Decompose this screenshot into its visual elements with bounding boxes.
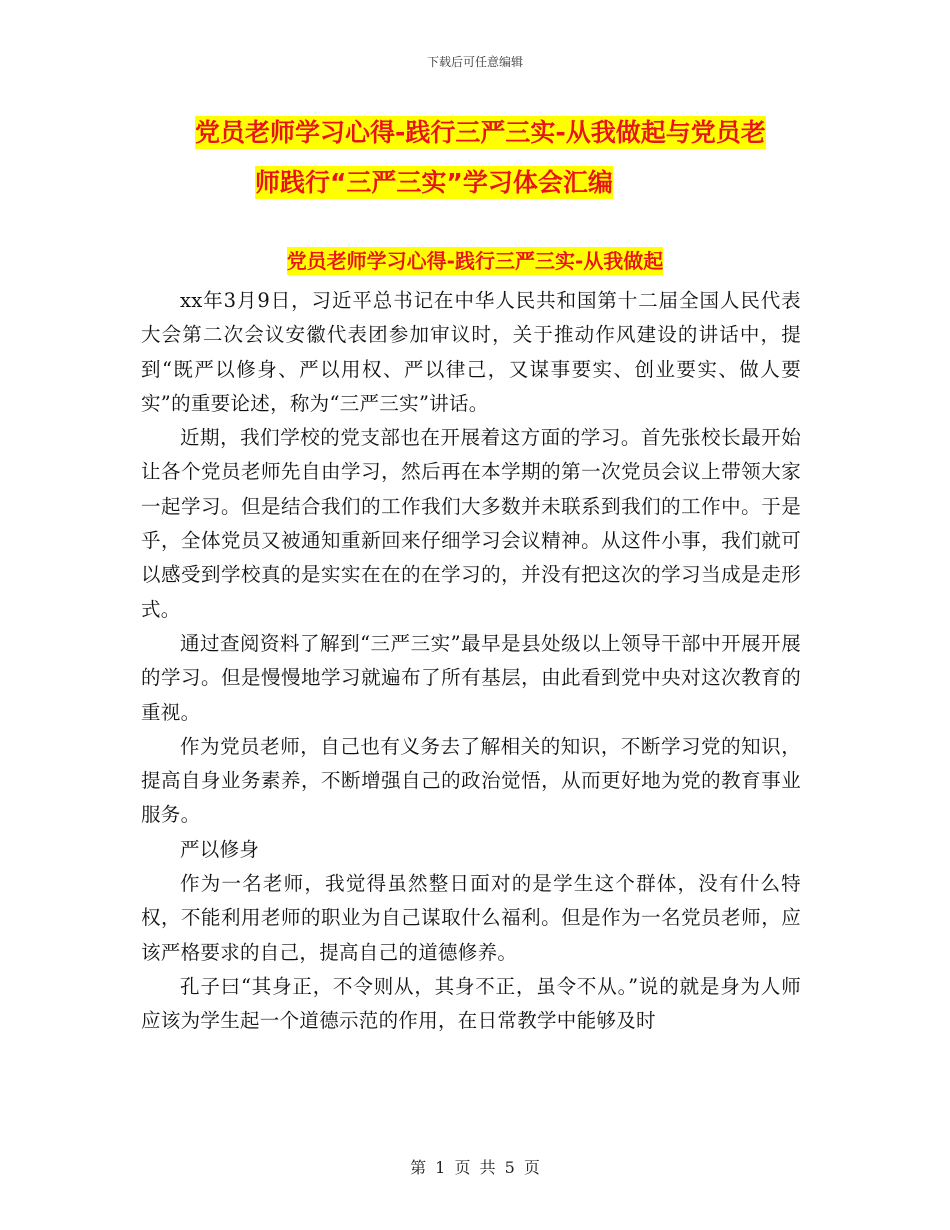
section-heading: 党员老师学习心得-践行三严三实-从我做起 [286, 249, 664, 273]
subsection-heading: 严以修身 [180, 837, 260, 861]
body-paragraph: xx年3月9日，习近平总书记在中华人民共和国第十二届全国人民代表大会第二次会议安徽代表团参加审议时，关于推动作风建设的讲话中，提到“既严以修身、严以用权、严以律己，又谋事要实、创业要实、做人要实”的重要论述，称为“三严三实”讲话。 [141, 289, 801, 415]
body-paragraph: 近期，我们学校的党支部也在开展着这方面的学习。首先张校长最开始让各个党员老师先自由学习，然后再在本学期的第一次党员会议上带领大家一起学习。但是结合我们的工作我们大多数并未联系到我们的工作中。于是乎，全体党员又被通知重新回来仔细学习会议精神。从这件小事，我们就可以感受到学校真的是实实在在的在学习的，并没有把这次的学习当成是走形式。 [141, 426, 801, 621]
body-paragraph: 作为一名老师，我觉得虽然整日面对的是学生这个群体，没有什么特权，不能利用老师的职业为自己谋取什么福利。但是作为一名党员老师，应该严格要求的自己，提高自己的道德修养。 [141, 872, 801, 964]
document-title-line-1: 党员老师学习心得-践行三严三实-从我做起与党员老 [195, 118, 766, 147]
body-paragraph: 孔子曰“其身正，不令则从，其身不正，虽令不从。”说的就是身为人师应该为学生起一个道德示范的作用，在日常教学中能够及时 [141, 974, 801, 1033]
document-title-line-2: 师践行“三严三实”学习体会汇编 [255, 168, 613, 197]
page-header-note: 下载后可任意编辑 [426, 55, 523, 69]
body-paragraph: 通过查阅资料了解到“三严三实”最早是县处级以上领导干部中开展开展的学习。但是慢慢地学习就遍布了所有基层，由此看到党中央对这次教育的重视。 [141, 631, 801, 724]
document-title [140, 108, 830, 208]
page-number-footer: 第 1 页 共 5 页 [410, 1158, 540, 1177]
body-paragraph: 作为党员老师，自己也有义务去了解相关的知识，不断学习党的知识，提高自身业务素养，不断增强自己的政治觉悟，从而更好地为党的教育事业服务。 [141, 734, 801, 827]
document-body [141, 284, 801, 1039]
